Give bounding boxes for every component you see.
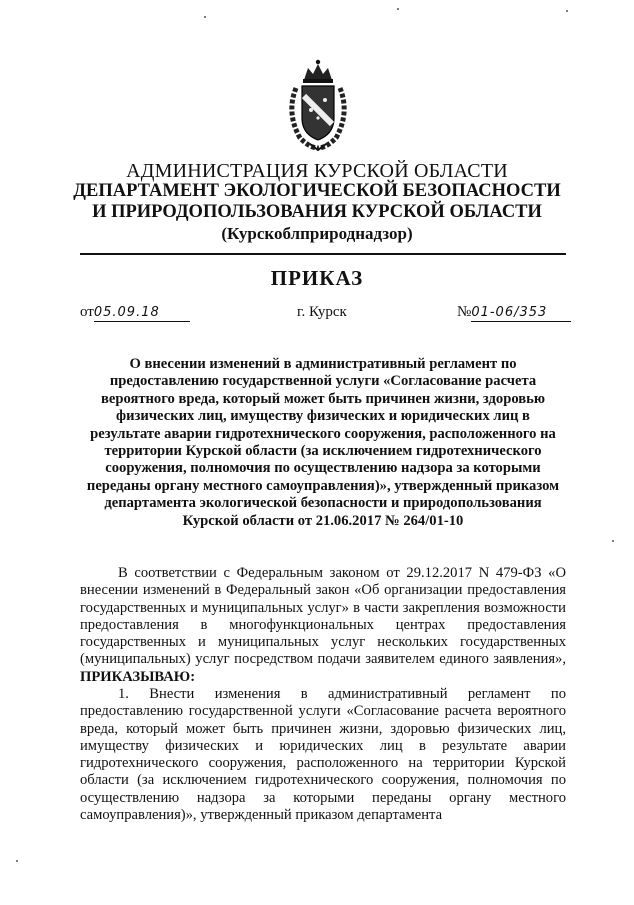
order-date-field [80, 304, 190, 322]
city-name: г. Курск [297, 304, 347, 320]
order-number-value: 01-06/353 [471, 305, 548, 320]
order-item-1-text: 1. Внести изменения в административный регламент по предоставлению государственной услуги «Согласование расчета вероятного вреда, который может быть причинен жизни, здоровью физических лиц, имуществу физических и юридических лиц в результате аварии гидротехнического сооружения, расположенного на территории Курской области (за исключением гидротехнического сооружения, полномочия по осуществлению надзора за которыми переданы органу местного самоуправления)», утвержденный приказом департамента [80, 686, 566, 824]
order-number-underline [471, 304, 571, 322]
preamble-paragraph [80, 565, 566, 686]
scan-speck [566, 10, 568, 12]
department-name-line2: И ПРИРОДОПОЛЬЗОВАНИЯ КУРСКОЙ ОБЛАСТИ [92, 202, 542, 222]
number-prefix: № [457, 304, 472, 320]
scan-speck [612, 540, 614, 542]
order-date-value: 05.09.18 [93, 305, 160, 320]
preamble-text: В соответствии с Федеральным законом от 29.12.2017 N 479-ФЗ «О внесении изменений в Федеральный закон «Об организации предоставления государственных и муниципальных услуг» в части закрепления возможности предоставления в многофункциональных центрах предоставления государственных и муниципальных услуг нескольких государственных (муниципальных) услуг посредством подачи заявителем единого заявления», [80, 565, 566, 668]
date-prefix: от [80, 304, 94, 320]
order-date-underline [94, 304, 190, 322]
order-number-field [457, 304, 571, 322]
scan-speck [16, 860, 18, 862]
department-short-name: (Курскоблприроднадзор) [221, 224, 413, 243]
kursk-coat-of-arms-emblem [282, 58, 354, 152]
order-item-1 [80, 686, 566, 824]
scan-speck [397, 8, 399, 10]
order-directive: ПРИКАЗЫВАЮ: [80, 668, 196, 685]
order-subject: О внесении изменений в административный регламент по предоставлению государственной услуги «Согласование расчета вероятного вреда, который может быть причинен жизни, здоровью физических лиц, имуществу физических и юридических лиц в результате аварии гидротехнического сооружения, расположенного на территории Курской области (за исключением гидротехнического сооружения, полномочия по осуществлению надзора за которыми переданы органу местного самоуправления)», утвержденный приказом департамента экологической безопасности и природопользования Курской области от 21.06.2017 № 264/01-10 [86, 356, 560, 529]
department-name-line1: ДЕПАРТАМЕНТ ЭКОЛОГИЧЕСКОЙ БЕЗОПАСНОСТИ [73, 181, 561, 201]
header-divider [80, 253, 566, 255]
document-title: ПРИКАЗ [270, 266, 364, 290]
administration-name: АДМИНИСТРАЦИЯ КУРСКОЙ ОБЛАСТИ [126, 160, 508, 182]
scan-speck [204, 16, 206, 18]
